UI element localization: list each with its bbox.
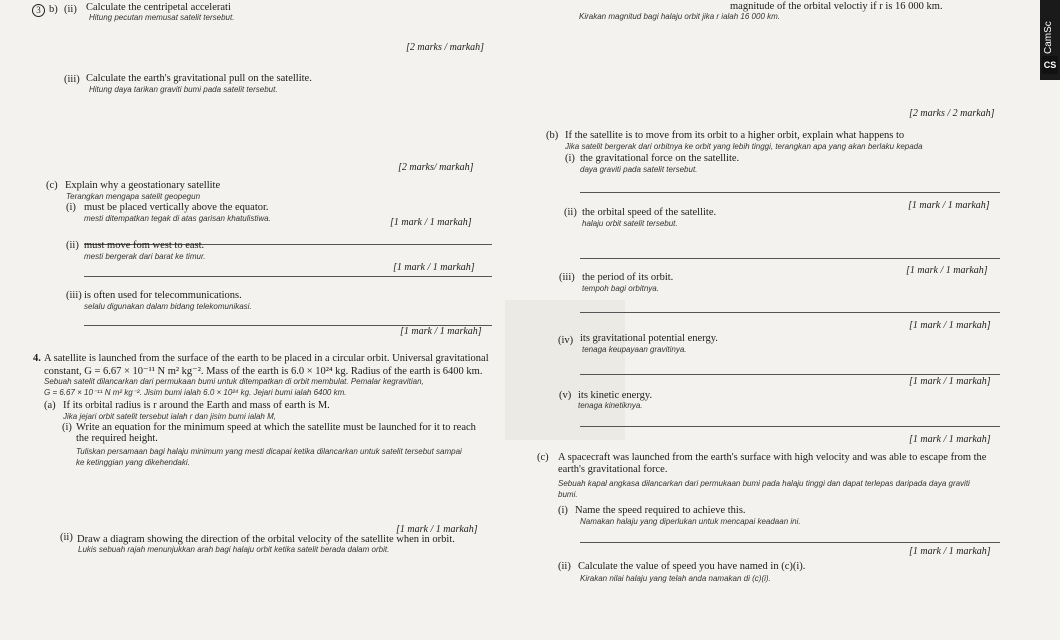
q4a2-text-malay: Lukis sebuah rajah menunjukkan arah bagi halaju orbit ketika satelit berada dalam orbit. [78,545,390,554]
q3c-label: (c) [46,180,58,191]
q4b1-text: the gravitational force on the satellite. [580,153,740,164]
q3b3-marks: [2 marks/ markah] [398,162,474,173]
q4c1-marks: [1 mark / 1 markah] [909,546,991,557]
q3c2-label: (ii) [66,240,79,251]
q3c-text-malay: Terangkan mengapa satelit geopegun [66,192,201,201]
q4b4-label: (iv) [558,335,574,346]
q4a-text: If its orbital radius is r around the Earth and mass of earth is M. [63,400,330,411]
q3c2-text-malay: mesti bergerak dari barat ke timur. [84,252,206,261]
q3c2-answer-line[interactable] [84,276,492,277]
camscanner-brand-text: CamSc [1043,21,1054,54]
right-top-text: magnitude of the orbital veloctiy if r is 16 000 km. [730,1,943,12]
q3c1-marks: [1 mark / 1 markah] [390,217,472,228]
q3c-text: Explain why a geostationary satellite [65,180,221,191]
q4b1-marks: [1 mark / 1 markah] [908,200,990,211]
q4b5-text-malay: tenaga kinetiknya. [578,401,643,410]
q4b3-text-malay: tempoh bagi orbitnya. [582,284,659,293]
q3c3-text-malay: selalu digunakan dalam bidang telekomunikasi. [84,302,252,311]
q4b-label: (b) [546,130,559,141]
q4-text-malay-2: G = 6.67 × 10⁻¹¹ N m² kg⁻². Jisim bumi ialah 6.0 × 10²⁴ kg. Jejari bumi ialah 6400 km. [44,388,347,397]
q3b2-text-malay: Hitung pecutan memusat satelit tersebut. [89,13,235,22]
q3b3-text: Calculate the earth's gravitational pull on the satellite. [86,73,312,84]
q4a1-text-malay-1: Tuliskan persamaan bagi halaju minimum yang mesti dicapai ketika dilancarkan untuk satelit tersebut sampai [76,447,462,456]
q4b4-text: its gravitational potential energy. [580,333,718,344]
q4b2-label: (ii) [564,207,577,218]
q4b-text: If the satellite is to move from its orbit to a higher orbit, explain what happens to [565,130,905,141]
q4b5-answer-line[interactable] [580,426,1000,427]
q4b3-marks: [1 mark / 1 markah] [909,320,991,331]
q4a-label: (a) [44,400,56,411]
q4b1-text-malay: daya graviti pada satelit tersebut. [580,165,698,174]
q4b2-text: the orbital speed of the satellite. [582,207,717,218]
q4a1-text-1: Write an equation for the minimum speed at which the satellite must be launched for it to reach [76,422,476,433]
right-top-text-malay: Kirakan magnitud bagi halaju orbit jika r ialah 16 000 km. [579,12,781,21]
q4b4-marks: [1 mark / 1 markah] [909,376,991,387]
q3c2-marks: [1 mark / 1 markah] [393,262,475,273]
q3c2-text: must move fom west to east. [84,240,205,251]
q3c3-text: is often used for telecommunications. [84,290,242,301]
q3b2-text: Calculate the centripetal accelerati [86,2,231,13]
q4b3-label: (iii) [559,272,575,283]
q4b1-answer-line[interactable] [580,192,1000,193]
q4a1-text-malay-2: ke ketinggian yang dikehendaki. [76,458,190,467]
q3c1-text: must be placed vertically above the equator. [84,202,269,213]
q4c-text-malay-1: Sebuah kapal angkasa dilancarkan dari permukaan bumi pada halaju tinggi dan dapat terlepas daripada daya graviti [558,479,970,488]
q4c2-text: Calculate the value of speed you have named in (c)(i). [578,561,806,572]
q4b2-marks: [1 mark / 1 markah] [906,265,988,276]
q4c1-text-malay: Namakan halaju yang diperlukan untuk mencapai keadaan ini. [580,517,801,526]
q4a1-marks: [1 mark / 1 markah] [396,524,478,535]
q4c-text-malay-2: bumi. [558,490,578,499]
q4a-text-malay: Jika jejari orbit satelit tersebut ialah r dan jisim bumi ialah M, [63,412,276,421]
scan-shade-right [505,300,625,440]
q4-text-1: A satellite is launched from the surface of the earth to be placed in a circular orbit. Universal gravitational [44,353,489,364]
q3c3-label: (iii) [66,290,82,301]
q4b2-answer-line[interactable] [580,258,1000,259]
q4b4-text-malay: tenaga keupayaan gravitinya. [582,345,687,354]
q4b3-answer-line[interactable] [580,312,1000,313]
q4b5-label: (v) [559,390,572,401]
q3b2-label: (ii) [64,4,77,15]
q4-number: 4. [33,353,41,364]
q4-text-2: constant, G = 6.67 × 10⁻¹¹ N m² kg⁻². Mass of the earth is 6.0 × 10²⁴ kg. Radius of the earth is 6400 km. [44,366,483,377]
q4a2-label: (ii) [60,532,73,543]
q4a1-label: (i) [62,422,72,433]
q4b2-text-malay: halaju orbit satelit tersebut. [582,219,678,228]
q3c1-text-malay: mesti ditempatkan tegak di atas garisan khatulistiwa. [84,214,271,223]
q4-text-malay-1: Sebuah satelit dilancarkan dari permukaan bumi untuk ditempatkan di orbit membulat. Pemalar kegravitian, [44,377,424,386]
q4b5-text: its kinetic energy. [578,390,653,401]
q4b-text-malay: Jika satelit bergerak dari orbitnya ke orbit yang lebih tinggi, terangkan apa yang akan berlaku kepada [565,142,923,151]
camscanner-logo-icon: CS [1042,56,1058,74]
q3c3-marks: [1 mark / 1 markah] [400,326,482,337]
q4a1-text-2: the required height. [76,433,158,444]
q4c1-text: Name the speed required to achieve this. [575,505,746,516]
right-top-marks: [2 marks / 2 markah] [909,108,995,119]
q4c2-text-malay: Kirakan nilai halaju yang telah anda namakan di (c)(i). [580,574,771,583]
q4c2-label: (ii) [558,561,571,572]
q4c1-label: (i) [558,505,568,516]
q4c-text-1: A spacecraft was launched from the earth's surface with high velocity and was able to escape from the [558,452,987,463]
q4b4-answer-line[interactable] [580,374,1000,375]
q3b3-text-malay: Hitung daya tarikan graviti bumi pada satelit tersebut. [89,85,278,94]
q4c-text-2: earth's gravitational force. [558,464,668,475]
q4b3-text: the period of its orbit. [582,272,674,283]
q4b1-label: (i) [565,153,575,164]
q3c1-label: (i) [66,202,76,213]
q3b-label: b) [49,4,58,15]
q4b5-marks: [1 mark / 1 markah] [909,434,991,445]
q3-circle-number: 3 [32,4,45,17]
q4c-label: (c) [537,452,549,463]
q3b2-marks: [2 marks / markah] [406,42,485,53]
q4a2-text: Draw a diagram showing the direction of the orbital velocity of the satellite when in orbit. [77,534,455,545]
q3b3-label: (iii) [64,74,80,85]
q4c1-answer-line[interactable] [580,542,1000,543]
